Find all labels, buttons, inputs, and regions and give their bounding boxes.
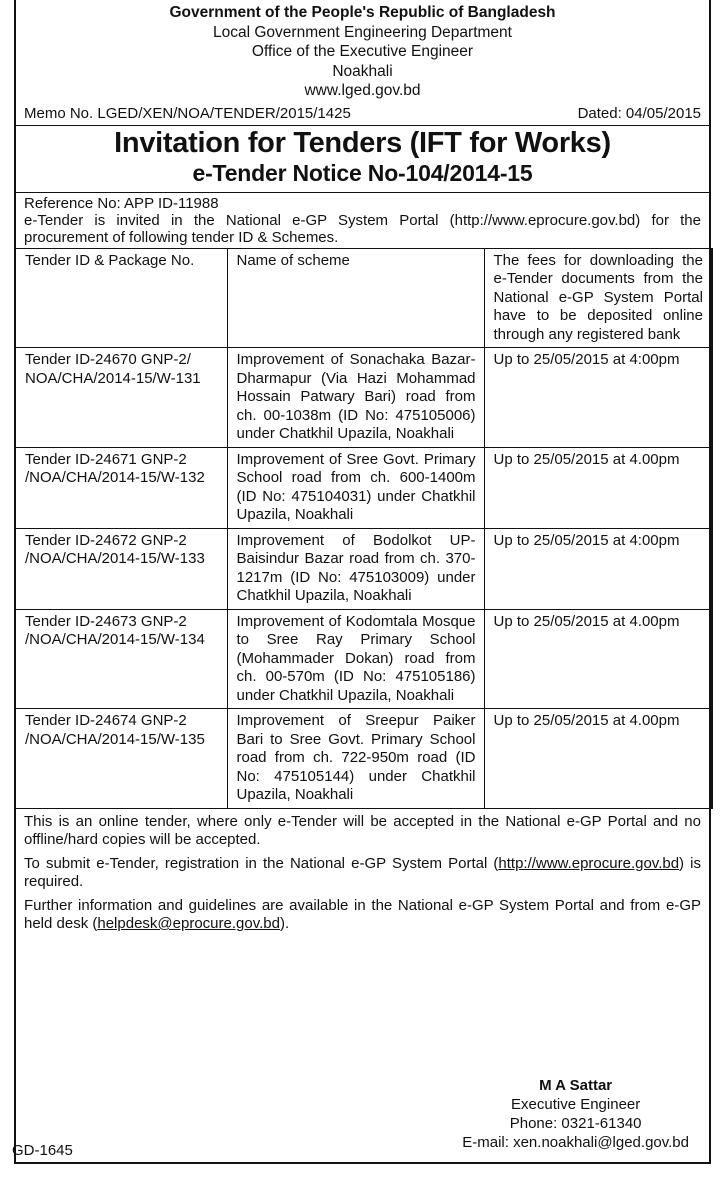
memo-row — [16, 105, 709, 123]
signature-block — [462, 1076, 689, 1152]
notice-title: Invitation for Tenders (IFT for Works) — [114, 126, 611, 159]
office-name: Office of the Executive Engineer — [251, 43, 474, 60]
scheme-cell: Improvement of Sreepur Paiker Bari to Sree Govt. Primary School road from ch. 722-950m road (ID No: 475105144) under Chatkhil Upazila, Noakhali — [227, 709, 484, 809]
notice-header — [16, 0, 709, 101]
scheme-cell: Improvement of Bodolkot UP-Baisindur Bazar road from ch. 370-1217m (ID No: 475103009) under Chatkhil Upazila, Noakhali — [227, 528, 484, 609]
deadline-cell: Up to 25/05/2015 at 4:00pm — [484, 348, 712, 448]
tender-id-cell: Tender ID-24673 GNP-2 /NOA/CHA/2014-15/W-134 — [15, 609, 227, 709]
table-row — [15, 609, 712, 709]
district-name: Noakhali — [332, 62, 393, 80]
deadline-cell: Up to 25/05/2015 at 4:00pm — [484, 528, 712, 609]
deadline-cell: Up to 25/05/2015 at 4.00pm — [484, 709, 712, 809]
intro-section — [16, 192, 709, 246]
submit-note: To submit e-Tender, registration in the National e-GP System Portal (http://www.eprocure.gov.bd) is required. — [24, 854, 701, 890]
tender-id-cell: Tender ID-24671 GNP-2 /NOA/CHA/2014-15/W-132 — [15, 447, 227, 528]
scheme-cell: Improvement of Kodomtala Mosque to Sree Ray Primary School (Mohammader Dokan) road from ch. 00-570m (ID No: 475105186) under Chatkhil Upazila, Noakhali — [227, 609, 484, 709]
signatory-designation: Executive Engineer — [511, 1096, 641, 1113]
further-info-note: Further information and guidelines are available in the National e-GP System Portal and from e-GP held desk (helpdesk@eprocure.gov.bd). — [24, 896, 701, 932]
helpdesk-email-link[interactable]: helpdesk@eprocure.gov.bd — [97, 915, 280, 932]
table-header-row — [15, 248, 712, 348]
website: www.lged.gov.bd — [304, 82, 421, 99]
scheme-cell: Improvement of Sree Govt. Primary School road from ch. 600-1400m (ID No: 475104031) under Chatkhil Upazila, Noakhali — [227, 447, 484, 528]
tender-id-cell: Tender ID-24674 GNP-2 /NOA/CHA/2014-15/W-135 — [15, 709, 227, 809]
department-name: Local Government Engineering Department — [213, 23, 512, 41]
header-tender-id: Tender ID & Package No. — [15, 248, 227, 348]
tender-id-cell: Tender ID-24672 GNP-2 /NOA/CHA/2014-15/W-133 — [15, 528, 227, 609]
notice-frame — [14, 0, 711, 1164]
header-fees: The fees for downloading the e-Tender documents from the National e-GP System Portal have to be deposited online through any registered bank — [484, 248, 712, 348]
footer-section — [16, 809, 709, 934]
tender-table — [14, 248, 713, 809]
table-row — [15, 528, 712, 609]
scheme-cell: Improvement of Sonachaka Bazar-Dharmapur (Via Hazi Mohammad Hossain Patwary Bari) road from ch. 00-1038m (ID No: 475105006) under Chatkhil Upazila, Noakhali — [227, 348, 484, 448]
table-row — [15, 709, 712, 809]
memo-date: Dated: 04/05/2015 — [577, 104, 701, 122]
signatory-email: E-mail: xen.noakhali@lged.gov.bd — [462, 1134, 689, 1151]
gd-number: GD-1645 — [12, 1142, 73, 1159]
table-row — [15, 447, 712, 528]
reference-number: Reference No: APP ID-11988 — [24, 194, 219, 212]
title-block — [16, 125, 709, 192]
deadline-cell: Up to 25/05/2015 at 4.00pm — [484, 609, 712, 709]
deadline-cell: Up to 25/05/2015 at 4.00pm — [484, 447, 712, 528]
online-note: This is an online tender, where only e-Tender will be accepted in the National e-GP Portal and no offline/hard copies will be accepted. — [24, 812, 701, 848]
signatory-name: M A Sattar — [539, 1077, 613, 1094]
memo-number: Memo No. LGED/XEN/NOA/TENDER/2015/1425 — [24, 104, 351, 122]
intro-text: e-Tender is invited in the National e-GP System Portal (http://www.eprocure.gov.bd) for the procurement of following tender ID & Schemes. — [24, 211, 701, 246]
header-scheme: Name of scheme — [227, 248, 484, 348]
eprocure-link[interactable]: http://www.eprocure.gov.bd — [498, 854, 680, 872]
notice-subtitle: e-Tender Notice No-104/2014-15 — [192, 159, 533, 186]
signatory-phone: Phone: 0321-61340 — [509, 1115, 642, 1132]
table-row — [15, 348, 712, 448]
tender-id-cell: Tender ID-24670 GNP-2/ NOA/CHA/2014-15/W-131 — [15, 348, 227, 448]
government-name: Government of the People's Republic of Bangladesh — [169, 4, 556, 21]
